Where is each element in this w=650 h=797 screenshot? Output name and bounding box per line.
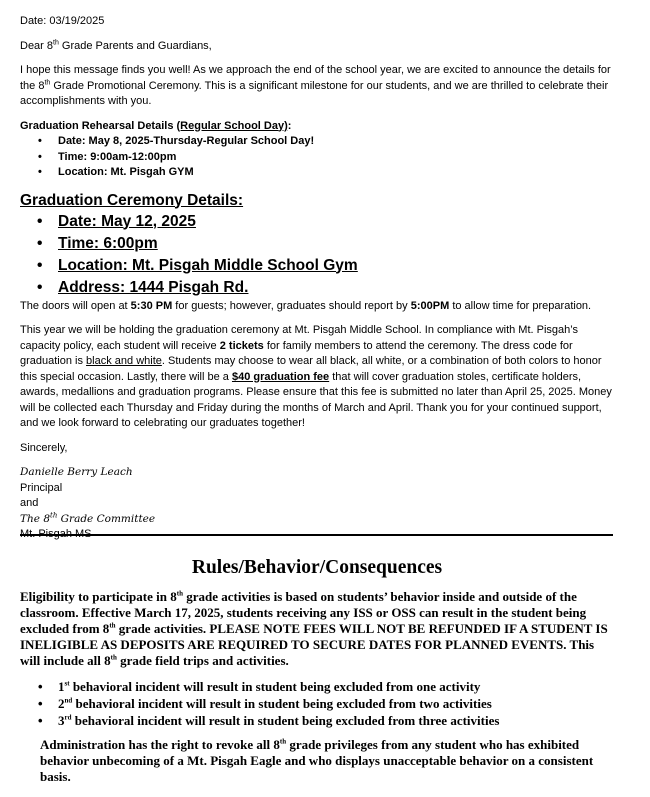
rules-title: Rules/Behavior/Consequences [191,557,443,578]
intro-paragraph: I hope this message finds you well! As we approach the end of the school year, we are excited to announce the details for the 8th Grade Promotional Ceremony. This is a significant milestone for our students, and we are thrilled to celebrate their accomplishments with you. [20,64,611,107]
consequences-list [20,678,614,729]
list-item: • Location: Mt. Pisgah Middle School Gym [20,255,614,277]
list-item: • 2nd behavioral incident will result in student being excluded from two activities [20,695,614,712]
list-item: • 3rd behavioral incident will result in student being excluded from three activities [20,712,614,729]
ceremony-list [20,211,614,299]
committee-signature: The 8th Grade Committee [20,511,156,525]
salutation: Dear 8th Grade Parents and Guardians, [20,38,212,52]
list-item: • Address: 1444 Pisgah Rd. [20,277,614,299]
admin-paragraph: Administration has the right to revoke all 8th grade privileges from any student who has exhibited behavior unbecoming of a Mt. Pisgah Eagle and who displays unacceptable behavior on a consistent basis. [40,737,594,784]
principal-signature: Danielle Berry Leach [20,466,133,478]
body-paragraph: This year we will be holding the graduation ceremony at Mt. Pisgah Middle School. In compliance with Mt. Pisgah’s capacity policy, each student will receive 2 tickets for family members to attend the ceremony. The dress code for graduation is black and white. Students may choose to wear all black, all white, or a combination of both colors to honor this special occasion. Lastly, there will be a $40 graduation fee that will cover graduation stoles, certificate holders, awards, medallions and graduation programs. Please ensure that this fee is submitted no later than April 25, 2025. Money will be collected each Thursday and Friday during the months of March and April. Thank you for your continued support, and we look forward to celebrating our graduates together! [20,324,612,429]
list-item: • Time: 6:00pm [20,233,614,255]
doors-paragraph: The doors will open at 5:30 PM for guests; however, graduates should report by 5:00PM to allow time for preparation. [20,299,592,312]
list-item: • Date: May 8, 2025-Thursday-Regular School Day! [20,134,614,150]
section-divider [20,534,613,536]
list-item: • 1st behavioral incident will result in student being excluded from one activity [20,678,614,695]
eligibility-paragraph: Eligibility to participate in 8th grade activities is based on students’ behavior inside and outside of the classroom. Effective March 17, 2025, students receiving any ISS or OSS can result in the student being excluded from 8th grade activities. PLEASE NOTE FEES WILL NOT BE REFUNDED IF A STUDENT IS INELIGIBLE AS DEPOSITS ARE REQUIRED TO SECURE DATES FOR PLANNED EVENTS. This will include all 8th grade field trips and activities. [20,589,608,668]
list-item: • Time: 9:00am-12:00pm [20,150,614,166]
principal-title: Principal [20,481,63,494]
list-item: • Date: May 12, 2025 [20,211,614,233]
letter [20,14,614,543]
rehearsal-heading: Graduation Rehearsal Details (Regular School Day): [20,119,292,132]
and-text: and [20,497,39,509]
letter-date: Date: 03/19/2025 [20,15,105,27]
list-item: • Location: Mt. Pisgah GYM [20,165,614,181]
rules-section [20,556,614,785]
ceremony-heading: Graduation Ceremony Details: [20,191,244,209]
rehearsal-list [20,134,614,181]
closing: Sincerely, [20,441,68,454]
